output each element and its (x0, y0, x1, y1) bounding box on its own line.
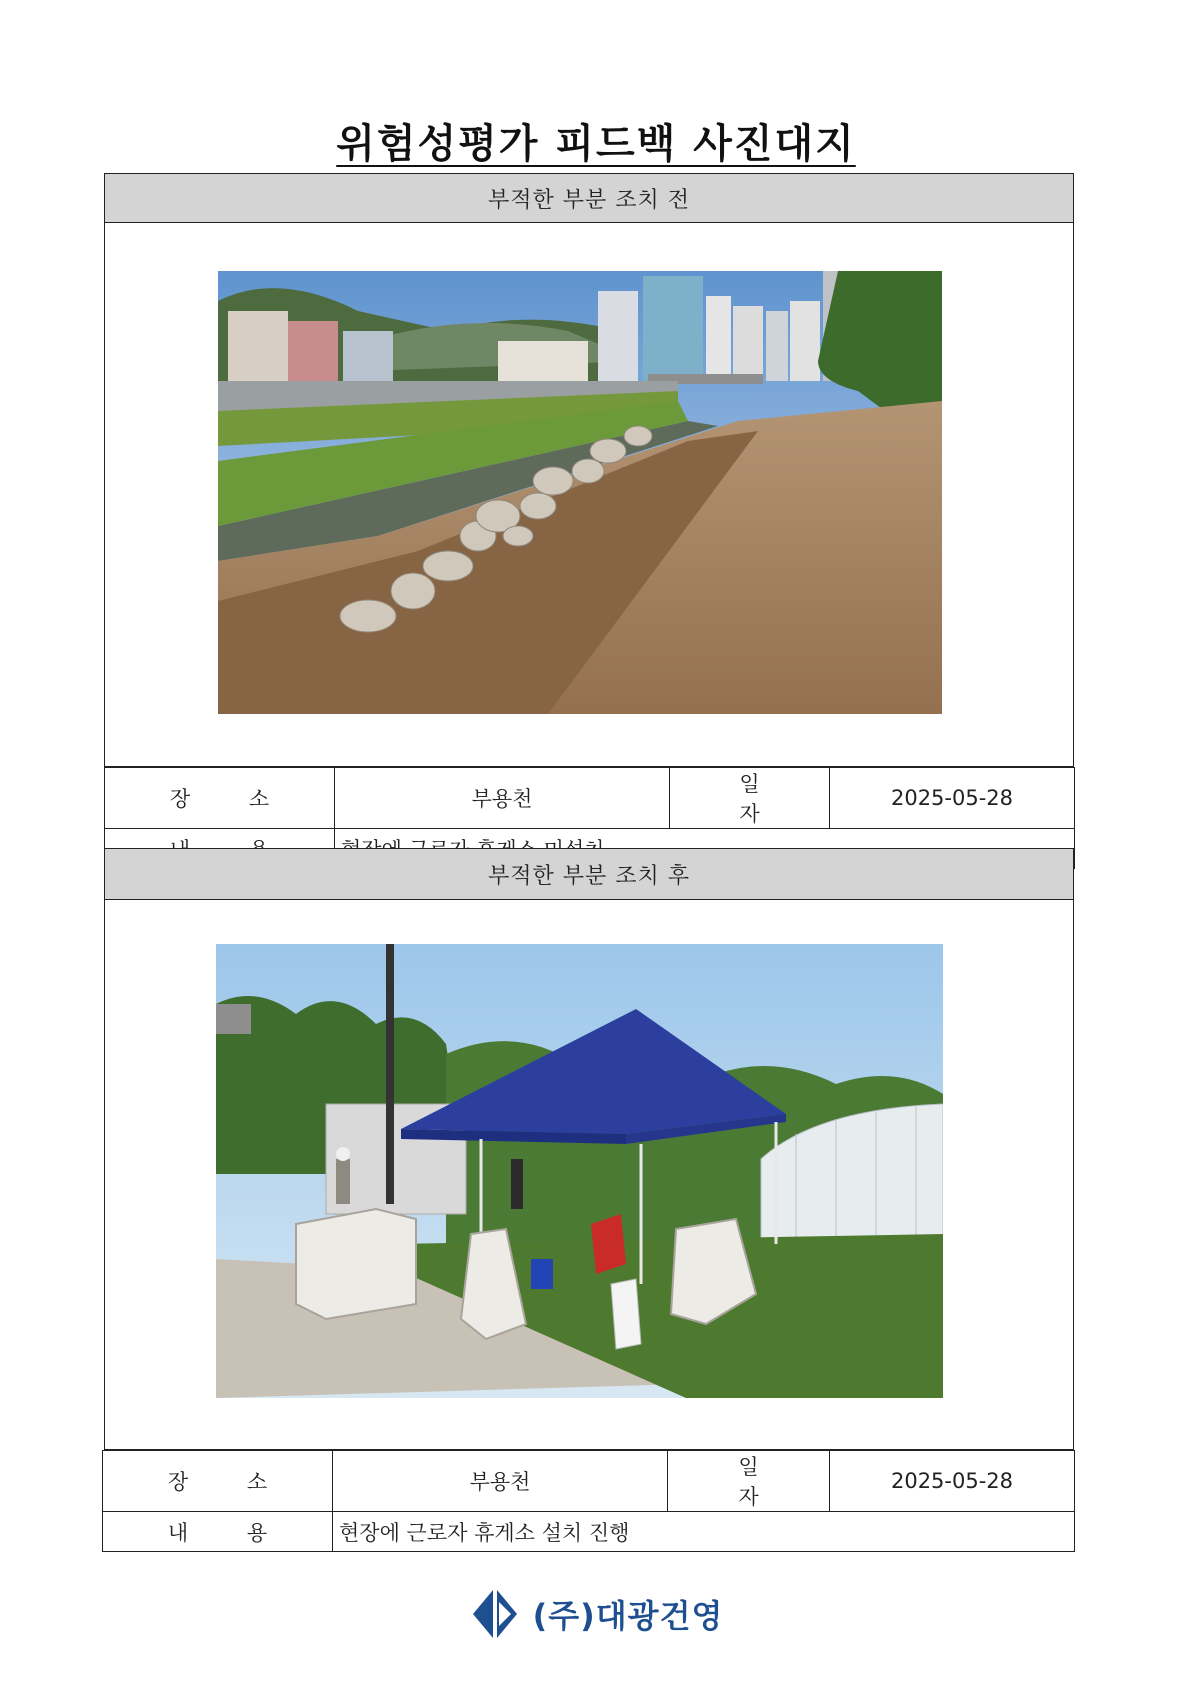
company-logo-icon (469, 1588, 521, 1640)
place-label: 장 소 (105, 768, 335, 829)
before-header: 부적한 부분 조치 전 (105, 174, 1073, 223)
place-label: 장 소 (103, 1451, 333, 1512)
after-info-table (102, 1450, 1075, 1552)
date-value: 2025-05-28 (830, 1451, 1075, 1512)
table-row (103, 1451, 1075, 1512)
company-logo (0, 1586, 1192, 1642)
date-label: 일 자 (670, 768, 830, 829)
table-row (105, 768, 1075, 829)
content-value: 현장에 근로자 휴게소 설치 진행 (333, 1512, 1075, 1552)
content-label: 내 용 (103, 1512, 333, 1552)
place-value: 부용천 (333, 1451, 668, 1512)
date-label: 일 자 (668, 1451, 830, 1512)
after-header: 부적한 부분 조치 후 (105, 849, 1073, 900)
table-row (103, 1512, 1075, 1552)
place-value: 부용천 (335, 768, 670, 829)
after-photo (216, 944, 943, 1398)
date-value: 2025-05-28 (830, 768, 1075, 829)
before-photo (218, 271, 942, 714)
page-title: 위험성평가 피드백 사진대지 (336, 121, 856, 167)
company-name: (주)대광건영 (532, 1597, 724, 1635)
